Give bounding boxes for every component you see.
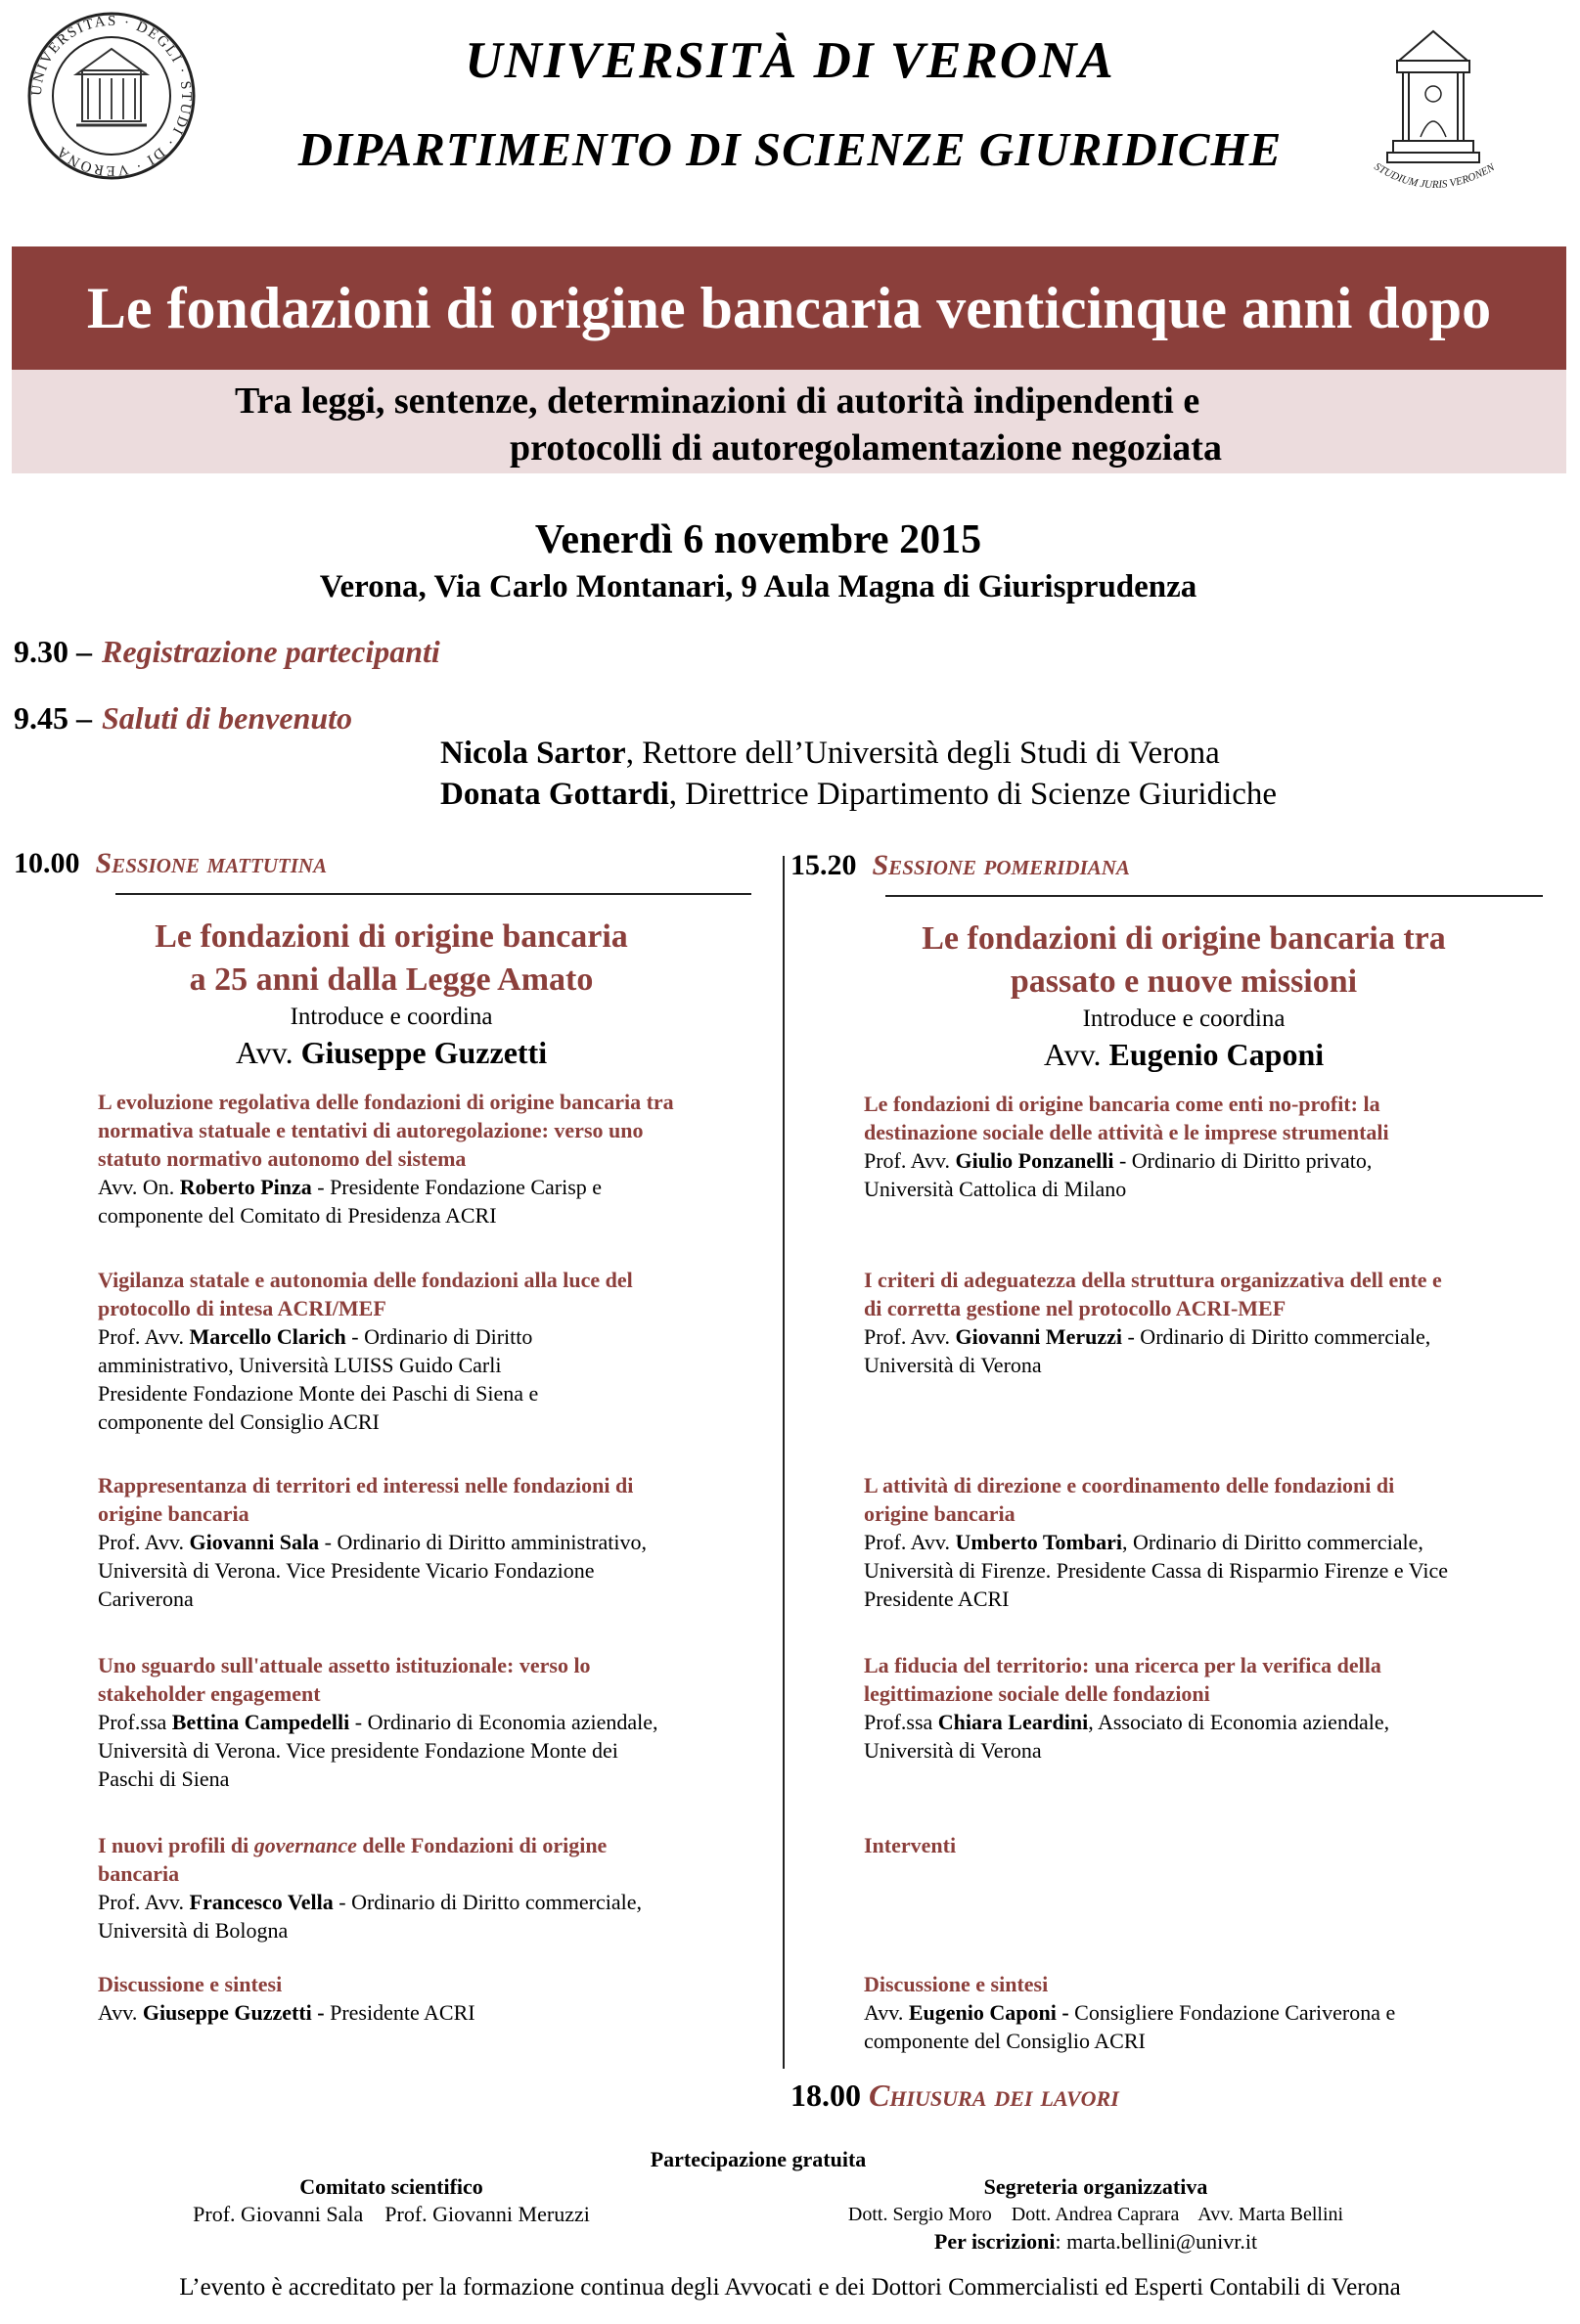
speaker-role: - Ordinario di Diritto commerciale, [333, 1890, 642, 1914]
talk-title-emphasis: governance [253, 1833, 357, 1857]
afternoon-talk-5 [864, 1831, 1568, 1859]
studium-emblem-icon [1360, 22, 1507, 203]
talk-speaker-role: amministrativo, Università LUISS Guido Carli [98, 1353, 502, 1377]
talk-title: origine bancaria [98, 1501, 249, 1526]
morning-session-header [14, 847, 327, 880]
speaker-role: - Presidente Fondazione Carisp e [311, 1175, 603, 1199]
closing-time: 18.00 [790, 2078, 861, 2113]
talk-title: La fiducia del territorio: una ricerca per la verifica della [864, 1653, 1381, 1677]
talk-title-part: I nuovi profili di [98, 1833, 254, 1857]
speaker-role: - Ordinario di Economia aziendale, [349, 1710, 658, 1734]
morning-intro: Introduce e coordina [290, 1004, 493, 1030]
talk-title: protocollo di intesa ACRI/MEF [98, 1296, 386, 1320]
speaker-prefix: Prof. Avv. [98, 1530, 190, 1554]
welcome-label: Saluti di benvenuto [102, 700, 353, 736]
talk-speaker [864, 1146, 1568, 1175]
afternoon-divider [885, 895, 1543, 897]
secretariat-title: Segreteria organizzativa [983, 2174, 1208, 2199]
welcome-speaker-name: Nicola Sartor [440, 736, 626, 771]
talk-speaker [98, 1708, 773, 1736]
morning-time: 10.00 [14, 847, 80, 879]
morning-talk-5 [98, 1831, 773, 1944]
talk-speaker-role: Presidente Fondazione Monte dei Paschi di Siena e [98, 1381, 539, 1406]
secretariat-members: Dott. Sergio Moro Dott. Andrea Caprara Avv. Marta Bellini [847, 2204, 1344, 2225]
talk-speaker-role: componente del Consiglio ACRI [98, 1409, 380, 1434]
committee-title: Comitato scientifico [299, 2174, 483, 2199]
talk-title: di corretta gestione nel protocollo ACRI-MEF [864, 1296, 1287, 1320]
talk-speaker-role: Cariverona [98, 1587, 194, 1611]
speaker-prefix: Prof.ssa [864, 1710, 938, 1734]
speaker-name: Marcello Clarich [189, 1324, 346, 1349]
talk-speaker-role: Università di Verona. Vice presidente Fondazione Monte dei [98, 1738, 618, 1763]
talk-title: Vigilanza statale e autonomia delle fondazioni alla luce del [98, 1268, 633, 1292]
speaker-prefix: Prof. Avv. [864, 1530, 956, 1554]
talk-title: Discussione e sintesi [98, 1972, 283, 1996]
speaker-prefix: Avv. [98, 2000, 143, 2025]
svg-text:STUDIUM JURIS VERONENSE [1360, 22, 1497, 191]
afternoon-talk-6 [864, 1970, 1568, 2055]
welcome-speaker-role: , Rettore dell’Università degli Studi di Verona [625, 736, 1220, 771]
speaker-role: , Ordinario di Diritto commerciale, [1122, 1530, 1423, 1554]
talk-title: normativa statuale e tentativi di autoregolazione: verso uno [98, 1118, 644, 1142]
talk-speaker [98, 1322, 773, 1351]
morning-coordinator [20, 1033, 763, 1072]
speaker-name: Giulio Ponzanelli [955, 1148, 1114, 1173]
speaker-name: Giovanni Sala [189, 1530, 320, 1554]
talk-speaker [98, 1998, 773, 2027]
speaker-role: - Ordinario di Diritto commerciale, [1121, 1324, 1431, 1349]
morning-divider [115, 893, 751, 895]
speaker-prefix: Prof. Avv. [864, 1324, 956, 1349]
registration-contact-label: Per iscrizioni [933, 2229, 1056, 2254]
afternoon-label: Sessione pomeridiana [872, 849, 1130, 881]
welcome-speaker-1 [440, 736, 1220, 772]
afternoon-title-line-1: Le fondazioni di origine bancaria tra [922, 920, 1446, 957]
talk-speaker-role: Paschi di Siena [98, 1766, 230, 1791]
registration-email: : marta.bellini@univr.it [1055, 2229, 1258, 2254]
speaker-name: Chiara Leardini [937, 1710, 1089, 1734]
morning-label: Sessione mattutina [95, 847, 328, 879]
subtitle-line-2: protocolli di autoregolamentazione negoziata [510, 427, 1222, 469]
morning-talk-2 [98, 1266, 773, 1436]
morning-talk-1 [98, 1088, 773, 1229]
speaker-role: - Ordinario di Diritto privato, [1113, 1148, 1373, 1173]
talk-title: Uno sguardo sull'attuale assetto istituzionale: verso lo [98, 1653, 591, 1677]
morning-title-line-1: Le fondazioni di origine bancaria [155, 918, 628, 955]
talk-title: legittimazione sociale delle fondazioni [864, 1681, 1210, 1706]
morning-title-block [20, 916, 763, 1072]
university-name: UNIVERSITÀ DI VERONA [465, 32, 1115, 89]
column-divider [783, 856, 785, 2069]
talk-speaker-role: Università di Verona. Vice Presidente Vicario Fondazione [98, 1558, 595, 1583]
accreditation-note: L’evento è accreditato per la formazione continua degli Avvocati e dei Dottori Commercialisti ed Esperti Contabili di Verona [179, 2274, 1401, 2301]
talk-speaker-role: componente del Consiglio ACRI [864, 2029, 1146, 2053]
speaker-prefix: Prof. Avv. [98, 1324, 190, 1349]
free-participation-text: Partecipazione gratuita [650, 2147, 867, 2171]
registration-row [14, 634, 440, 670]
morning-talk-3 [98, 1471, 773, 1613]
afternoon-talk-3 [864, 1471, 1568, 1613]
talk-speaker [98, 1528, 773, 1556]
talk-title: origine bancaria [864, 1501, 1016, 1526]
morning-talk-6 [98, 1970, 773, 2027]
talk-speaker [98, 1173, 773, 1201]
talk-title [98, 1831, 773, 1859]
morning-talk-4 [98, 1651, 773, 1793]
event-date: Venerdì 6 novembre 2015 [534, 517, 982, 562]
speaker-prefix: Prof.ssa [98, 1710, 172, 1734]
talk-speaker-role: Università Cattolica di Milano [864, 1177, 1127, 1201]
talk-speaker [864, 1322, 1568, 1351]
talk-speaker-role: Presidente ACRI [864, 1587, 1010, 1611]
speaker-prefix: Avv. [864, 2000, 909, 2025]
talk-title: Rappresentanza di territori ed interessi nelle fondazioni di [98, 1473, 634, 1497]
registration-time: 9.30 – [14, 634, 92, 669]
talk-speaker-role: componente del Comitato di Presidenza ACRI [98, 1203, 497, 1228]
registration-label: Registrazione partecipanti [102, 634, 440, 669]
afternoon-session-header [790, 849, 1130, 882]
coord-prefix: Avv. [1043, 1037, 1109, 1072]
scientific-committee [147, 2173, 636, 2228]
speaker-role: , Associato di Economia aziendale, [1088, 1710, 1390, 1734]
afternoon-talk-2 [864, 1266, 1568, 1379]
organizing-secretariat [783, 2173, 1409, 2256]
talk-speaker [864, 1998, 1568, 2027]
speaker-role: - Ordinario di Diritto [345, 1324, 533, 1349]
afternoon-talk-4 [864, 1651, 1568, 1765]
speaker-name: Roberto Pinza [179, 1175, 312, 1199]
talk-speaker-role: Università di Firenze. Presidente Cassa di Risparmio Firenze e Vice [864, 1558, 1449, 1583]
afternoon-time: 15.20 [790, 849, 857, 881]
talk-speaker [864, 1708, 1568, 1736]
welcome-speaker-role: , Direttrice Dipartimento di Scienze Giuridiche [668, 777, 1278, 812]
emblem-text: STUDIUM JURIS VERONEN [1372, 160, 1497, 192]
speaker-name: Bettina Campedelli [171, 1710, 350, 1734]
afternoon-talk-1 [864, 1090, 1568, 1203]
talk-title: destinazione sociale delle attività e le imprese strumentali [864, 1120, 1389, 1144]
subtitle-line-1: Tra leggi, sentenze, determinazioni di autorità indipendenti e [235, 380, 1200, 422]
event-place: Verona, Via Carlo Montanari, 9 Aula Magna di Giurisprudenza [319, 569, 1197, 604]
talk-speaker-role: Università di Verona [864, 1738, 1042, 1763]
welcome-time: 9.45 – [14, 700, 92, 736]
closing-label: Chiusura dei lavori [869, 2078, 1119, 2113]
registration-contact [783, 2228, 1409, 2256]
talk-title: bancaria [98, 1861, 180, 1886]
speaker-prefix: Prof. Avv. [864, 1148, 956, 1173]
welcome-speaker-2 [440, 777, 1277, 813]
talk-speaker [98, 1888, 773, 1916]
speaker-role: Consigliere Fondazione Cariverona e [1068, 2000, 1396, 2025]
morning-title-line-2: a 25 anni dalla Legge Amato [189, 961, 594, 998]
talk-speaker-role: Università di Verona [864, 1353, 1042, 1377]
speaker-role: - Ordinario di Diritto amministrativo, [319, 1530, 647, 1554]
speaker-name: Francesco Vella [189, 1890, 334, 1914]
coord-name: Giuseppe Guzzetti [300, 1035, 548, 1070]
speaker-name: Umberto Tombari [955, 1530, 1122, 1554]
speaker-prefix: Prof. Avv. [98, 1890, 190, 1914]
closing-row [790, 2078, 1119, 2114]
afternoon-title-block [812, 917, 1556, 1074]
coord-prefix: Avv. [235, 1035, 301, 1070]
talk-title: stakeholder engagement [98, 1681, 321, 1706]
afternoon-intro: Introduce e coordina [1082, 1006, 1286, 1032]
afternoon-coordinator [812, 1035, 1556, 1074]
talk-title: statuto normativo autonomo del sistema [98, 1146, 467, 1171]
afternoon-title-line-2: passato e nuove missioni [1010, 963, 1358, 1000]
speaker-prefix: Avv. On. [98, 1175, 180, 1199]
speaker-role: Presidente ACRI [324, 2000, 475, 2025]
talk-speaker [864, 1528, 1568, 1556]
title-banner: Le fondazioni di origine bancaria venticinque anni dopo [12, 246, 1566, 370]
talk-title: L evoluzione regolativa delle fondazioni di origine bancaria tra [98, 1090, 674, 1114]
free-participation [0, 2146, 1516, 2173]
coord-name: Eugenio Caponi [1108, 1037, 1325, 1072]
talk-speaker-role: Università di Bologna [98, 1918, 289, 1943]
talk-title: L attività di direzione e coordinamento delle fondazioni di [864, 1473, 1395, 1497]
speaker-name: Giovanni Meruzzi [955, 1324, 1122, 1349]
talk-title: I criteri di adeguatezza della struttura organizzativa dell ente e [864, 1268, 1442, 1292]
talk-title: Interventi [864, 1833, 957, 1857]
seal-text: UNIVERSITAS · DEGLI · STUDI · DI · VERONA [28, 13, 195, 179]
talk-title: Discussione e sintesi [864, 1972, 1049, 1996]
welcome-row [14, 700, 352, 737]
department-name: DIPARTIMENTO DI SCIENZE GIURIDICHE [297, 122, 1283, 176]
speaker-name: Eugenio Caponi - [908, 2000, 1069, 2025]
talk-title-part: delle Fondazioni di origine [356, 1833, 608, 1857]
committee-members: Prof. Giovanni Sala Prof. Giovanni Meruzzi [193, 2202, 590, 2226]
speaker-name: Giuseppe Guzzetti - [142, 2000, 325, 2025]
talk-title: Le fondazioni di origine bancaria come enti no-profit: la [864, 1092, 1380, 1116]
welcome-speaker-name: Donata Gottardi [440, 777, 669, 812]
